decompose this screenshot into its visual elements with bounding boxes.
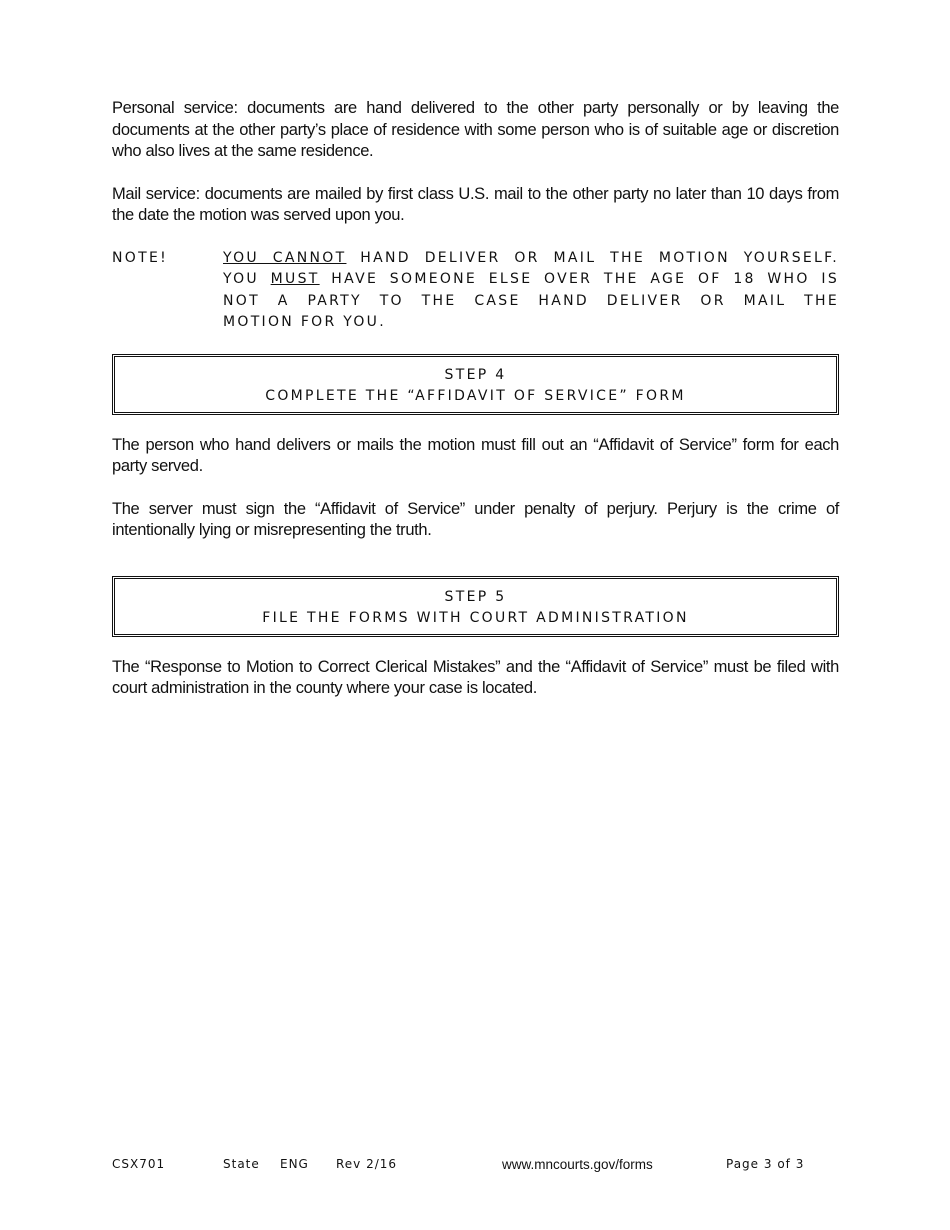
affidavit-paragraph-1: The person who hand delivers or mails the motion must fill out an “Affidavit of Service” form for each party served.	[112, 435, 839, 475]
mail-service-paragraph: Mail service: documents are mailed by first class U.S. mail to the other party no later than 10 days from the date the motion was served upon you.	[112, 184, 839, 224]
footer-forms-link[interactable]: www.mncourts.gov/forms	[502, 1157, 653, 1172]
note-line-3: NOT A PARTY TO THE CASE HAND DELIVER OR MAIL THE	[223, 292, 839, 309]
note-line-4: MOTION FOR YOU.	[223, 314, 386, 330]
footer-language: ENG	[280, 1157, 309, 1171]
step-5-number: STEP 5	[444, 588, 507, 605]
step-4-number: STEP 4	[444, 366, 507, 383]
note-line-2-rest: HAVE SOMEONE ELSE OVER THE AGE OF 18 WHO IS	[319, 271, 840, 287]
footer-page-number: Page 3 of 3	[726, 1157, 805, 1171]
document-page	[112, 98, 839, 700]
personal-service-paragraph: Personal service: documents are hand delivered to the other party personally or by leaving the documents at the other party’s place of residence with some person who is of suitable age or discretion who also lives at the same residence.	[112, 99, 839, 160]
note-block	[112, 248, 839, 334]
note-label: NOTE!	[112, 249, 169, 266]
note-must-emphasis: MUST	[270, 271, 320, 287]
step-4-title: COMPLETE THE “AFFIDAVIT OF SERVICE” FORM	[265, 388, 686, 404]
filing-paragraph: The “Response to Motion to Correct Clerical Mistakes” and the “Affidavit of Service” must be filed with court administration in the county where your case is located.	[112, 657, 839, 697]
footer-state: State	[223, 1157, 260, 1171]
note-line-1-rest: HAND DELIVER OR MAIL THE MOTION YOURSELF.	[346, 249, 839, 266]
note-line-1	[223, 248, 839, 270]
step-4-box	[112, 354, 839, 415]
step-5-title: FILE THE FORMS WITH COURT ADMINISTRATION	[262, 610, 689, 626]
note-cannot-emphasis: YOU CANNOT	[223, 249, 347, 266]
step-5-box	[112, 576, 839, 637]
note-text	[223, 248, 839, 334]
note-you: YOU	[223, 271, 271, 287]
affidavit-paragraph-2: The server must sign the “Affidavit of Service” under penalty of perjury. Perjury is the crime of intentionally lying or misrepresenting the truth.	[112, 499, 839, 539]
footer-revision: Rev 2/16	[336, 1157, 398, 1171]
note-line-2	[223, 269, 839, 291]
page-footer	[0, 1157, 950, 1175]
footer-form-code: CSX701	[112, 1157, 166, 1171]
